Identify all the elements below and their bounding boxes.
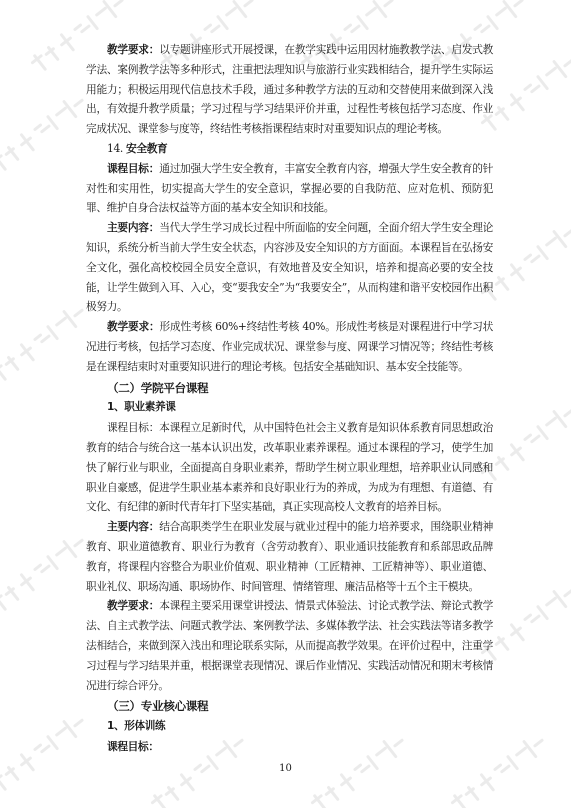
teaching-requirements-paragraph-1 <box>86 40 493 139</box>
watermark-stroke <box>530 434 541 444</box>
watermark-stroke <box>563 228 571 238</box>
watermark-stroke <box>530 254 541 264</box>
watermark-stroke <box>33 333 43 342</box>
watermark-stroke <box>545 416 558 427</box>
watermark-stroke <box>0 774 3 785</box>
watermark-stroke <box>530 614 541 624</box>
watermark-stroke <box>0 154 3 165</box>
watermark-stroke <box>356 15 369 31</box>
watermark-stroke <box>55 726 68 737</box>
watermark-stroke <box>153 794 168 808</box>
watermark-stroke <box>59 33 75 52</box>
watermark-stroke <box>4 357 15 367</box>
watermark-stroke <box>73 98 84 108</box>
watermark-stroke <box>44 47 55 57</box>
watermark-seal <box>0 706 97 804</box>
watermark-stroke <box>545 66 558 77</box>
watermark-stroke <box>513 0 524 8</box>
watermark-stroke <box>80 24 91 34</box>
watermark-stroke <box>30 54 43 65</box>
watermark-stroke <box>216 15 229 31</box>
watermark-seal <box>0 526 97 624</box>
watermark-stroke <box>464 787 475 797</box>
watermark-stroke <box>55 546 68 557</box>
subsection-heading-professional-quality: 1、职业素养课 <box>107 401 176 414</box>
subsection-heading-body-training: 1、形体训练 <box>107 720 166 733</box>
watermark-stroke <box>0 594 3 605</box>
watermark-stroke <box>73 718 84 728</box>
section-heading-college-platform: （二）学院平台课程 <box>107 380 209 395</box>
watermark-stroke <box>340 776 353 787</box>
watermark-stroke <box>563 588 571 598</box>
watermark-stroke <box>46 555 59 571</box>
paragraph-text: 形成性考核 60%+终结性考核 40%。形成性考核是对课程进行中学习状况进行考核，包括学习态度、作业完成状况、课堂参与度、网课学习情况等；终结性考核是在课程结束时对重要知识进行的理论考核。包括安全基础知识、基本安全技能等。 <box>86 320 493 373</box>
watermark-stroke <box>166 785 179 801</box>
watermark-stroke <box>496 635 509 651</box>
watermark-stroke <box>164 787 175 797</box>
watermark-stroke <box>6 145 19 161</box>
watermark-stroke <box>479 773 495 792</box>
course-objective-paragraph-14 <box>86 159 493 218</box>
teaching-requirements-paragraph-quality <box>86 596 493 695</box>
watermark-stroke <box>536 605 549 621</box>
watermark-stroke <box>73 538 84 548</box>
watermark-stroke <box>495 6 508 17</box>
main-content-paragraph-14 <box>86 218 493 317</box>
watermark-stroke <box>4 587 15 597</box>
watermark-stroke <box>62 310 78 329</box>
paragraph-label: 教学要求： <box>107 320 160 334</box>
paragraph-text: 本课程主要采用课堂讲授法、情景式体验法、讨论式教学法、辩论式教学法、自主式教学法、问题式教学法、案例教学法、多媒体教学法、社会实践法等诸多教学法相结合，来做到深入浅出和理论联系实际，从而提高教学效果。在评价过程中，注重学习过程与学习结果并重，根据课堂表现情况、课后作业情况、实践活动情况和期末考核情况进行综合评分。 <box>86 599 493 692</box>
watermark-stroke <box>62 100 78 119</box>
watermark-seal <box>0 296 97 394</box>
paragraph-label: 课程目标： <box>107 739 159 753</box>
paragraph-label: 主要内容： <box>107 221 160 235</box>
watermark-stroke <box>46 45 59 61</box>
watermark-stroke <box>509 623 525 642</box>
watermark-stroke <box>73 308 84 318</box>
watermark-stroke <box>60 36 73 47</box>
watermark-stroke <box>6 355 19 371</box>
watermark-stroke <box>0 364 3 375</box>
watermark-stroke <box>450 794 463 805</box>
watermark-stroke <box>522 740 538 759</box>
course-title: 安全教育 <box>126 141 168 155</box>
watermark-stroke <box>0 594 7 612</box>
watermark-stroke <box>510 266 523 277</box>
watermark-stroke <box>552 410 568 429</box>
watermark-stroke <box>33 54 48 72</box>
watermark-stroke <box>486 15 499 31</box>
watermark-stroke <box>536 75 549 91</box>
watermark-stroke <box>510 626 523 637</box>
watermark-stroke <box>73 23 83 32</box>
watermark-stroke <box>33 743 43 752</box>
watermark-stroke <box>40 744 51 754</box>
watermark-stroke <box>113 0 124 8</box>
paragraph-label: 教学要求： <box>107 599 160 613</box>
watermark-stroke <box>0 364 7 382</box>
section-heading-core-courses: （三）专业核心课程 <box>107 699 209 714</box>
paragraph-text: 当代大学生学习成长过程中所面临的安全问题，全面介绍大学生安全理论知识，系统分析当前大学生安全状态，内容涉及安全知识的方方面面。本课程旨在弘扬安全文化，强化高校校园全员安全意识，有效地普及安全知识，培养和提高必要的安全技能，让学生做到入耳、入心，变“要我安全”为“我要安全”，从而构建和谐平安校园作出积极努力。 <box>86 221 493 314</box>
watermark-stroke <box>95 6 108 17</box>
watermark-stroke <box>536 245 549 261</box>
course-objective-heading-body-training <box>86 737 493 757</box>
watermark-stroke <box>33 123 43 132</box>
watermark-stroke <box>19 573 35 592</box>
paragraph-text: 结合高职类学生在职业发展与就业过程中的能力培养要求，围绕职业精神教育、职业道德教育、职业行为教育（含劳动教育）、职业通识技能教育和系部思政品牌教育，将课程内容整合为职业价值观、职业精神（工匠精神、工匠精神等）、职业道德、职业礼仪、职场沟通、职场协作、时间管理、情绪管理、廉洁品格等十五个主干模块。 <box>86 520 493 593</box>
watermark-stroke <box>225 6 238 17</box>
course-14-title <box>86 139 493 159</box>
watermark-stroke <box>453 794 468 808</box>
watermark-stroke <box>523 613 533 622</box>
watermark-stroke <box>509 93 525 112</box>
watermark-stroke <box>180 776 193 787</box>
main-content-paragraph-quality <box>86 517 493 596</box>
course-objective-paragraph-quality: 课程目标：本课程立足新时代，从中国特色社会主义教育是知识体系教育同思想政治教育的结合与统合这一基本认识出发，改革职业素养课程。通过本课程的学习，使学生加快了解行业与职业，全面提高自身职业素养，帮助学生树立职业理想，培养职业认同感和职业自豪感，促进学生职业基本素养和良好职业行为的养成，为成为有理想、有道德、有文化、有纪律的新时代青年打下坚实基础，真正实现高校人文教育的培养目标。 <box>86 421 493 514</box>
paragraph-label: 教学要求： <box>107 43 160 56</box>
watermark-stroke <box>563 58 571 68</box>
watermark-stroke <box>313 794 328 808</box>
paragraph-label: 主要内容： <box>107 520 160 534</box>
watermark-stroke <box>324 787 335 797</box>
paragraph-label: 课程目标： <box>107 161 160 175</box>
teaching-requirements-paragraph-14 <box>86 317 493 376</box>
watermark-stroke <box>0 774 7 792</box>
watermark-stroke <box>509 263 525 282</box>
watermark-stroke <box>40 124 51 134</box>
watermark-stroke <box>210 24 221 34</box>
watermark-seal <box>0 86 97 184</box>
watermark-stroke <box>86 15 99 31</box>
watermark-stroke <box>46 735 59 751</box>
watermark-stroke <box>40 334 51 344</box>
watermark-stroke <box>523 253 533 262</box>
watermark-stroke <box>19 133 35 152</box>
paragraph-text: 以专题讲座形式开展授课，在教学实践中运用因材施教教学法、启发式教学法、案例教学法等多种形式，注重把法理知识与旅游行业实践相结合，提升学生实际运用能力；积极运用现代信息技术手段，通过多种教学方法的互动和交替使用来做到深入浅出，有效提升教学质量；学习过程与学习结果评价并重，过程性考核包括学习态度、作业完成状况、课堂参与度等，终结性考核指课程结束时对重要知识点的理论考核。 <box>86 43 493 136</box>
watermark-stroke <box>150 794 163 805</box>
watermark-stroke <box>326 785 339 801</box>
watermark-stroke <box>46 115 59 131</box>
watermark-stroke <box>232 0 248 19</box>
watermark-stroke <box>496 455 509 471</box>
watermark-stroke <box>310 794 323 805</box>
watermark-stroke <box>20 576 33 587</box>
watermark-stroke <box>515 746 528 757</box>
watermark-stroke <box>365 6 378 17</box>
page-number: 10 <box>279 763 292 774</box>
watermark-stroke <box>20 136 33 147</box>
watermark-stroke <box>552 230 568 249</box>
document-body <box>86 40 493 757</box>
watermark-stroke <box>494 637 505 647</box>
watermark-stroke <box>383 0 394 8</box>
watermark-stroke <box>533 738 544 748</box>
watermark-stroke <box>203 23 213 32</box>
watermark-stroke <box>523 83 533 92</box>
watermark-stroke <box>509 443 525 462</box>
watermark-stroke <box>0 154 7 172</box>
watermark-stroke <box>523 433 533 442</box>
watermark-stroke <box>33 563 43 572</box>
watermark-stroke <box>243 0 254 8</box>
watermark-stroke <box>343 23 353 32</box>
watermark-stroke <box>496 105 509 121</box>
watermark-stroke <box>4 147 15 157</box>
watermark-stroke <box>480 776 493 787</box>
watermark-stroke <box>552 590 568 609</box>
watermark-stroke <box>510 446 523 457</box>
watermark-stroke <box>55 316 68 327</box>
watermark-stroke <box>6 585 19 601</box>
watermark-stroke <box>339 773 355 792</box>
watermark-stroke <box>545 596 558 607</box>
watermark-stroke <box>46 325 59 341</box>
watermark-stroke <box>502 0 518 19</box>
watermark-stroke <box>510 96 523 107</box>
watermark-stroke <box>20 346 33 357</box>
watermark-stroke <box>179 773 195 792</box>
watermark-stroke <box>563 408 571 418</box>
watermark-stroke <box>530 84 541 94</box>
watermark-stroke <box>19 343 35 362</box>
watermark-stroke <box>494 457 505 467</box>
watermark-stroke <box>55 106 68 117</box>
watermark-stroke <box>372 0 388 19</box>
watermark-stroke <box>102 0 118 19</box>
watermark-stroke <box>494 277 505 287</box>
paragraph-text: 通过加强大学生安全教育，丰富安全教育内容，增强大学生安全教育的针对性和实用性，切实提高大学生的安全意识，掌握必要的自我防范、应对危机、预防犯罪、维护自身合法权益等方面的基本安全知识和技能。 <box>86 161 493 215</box>
watermark-stroke <box>494 107 505 117</box>
course-number: 14. <box>107 141 123 155</box>
watermark-stroke <box>473 23 483 32</box>
watermark-stroke <box>62 720 78 739</box>
watermark-stroke <box>496 275 509 291</box>
watermark-stroke <box>552 60 568 79</box>
watermark-stroke <box>350 24 361 34</box>
watermark-stroke <box>466 785 479 801</box>
watermark-stroke <box>62 540 78 559</box>
watermark-stroke <box>480 24 491 34</box>
watermark-stroke <box>545 236 558 247</box>
watermark-stroke <box>40 564 51 574</box>
watermark-stroke <box>536 425 549 441</box>
